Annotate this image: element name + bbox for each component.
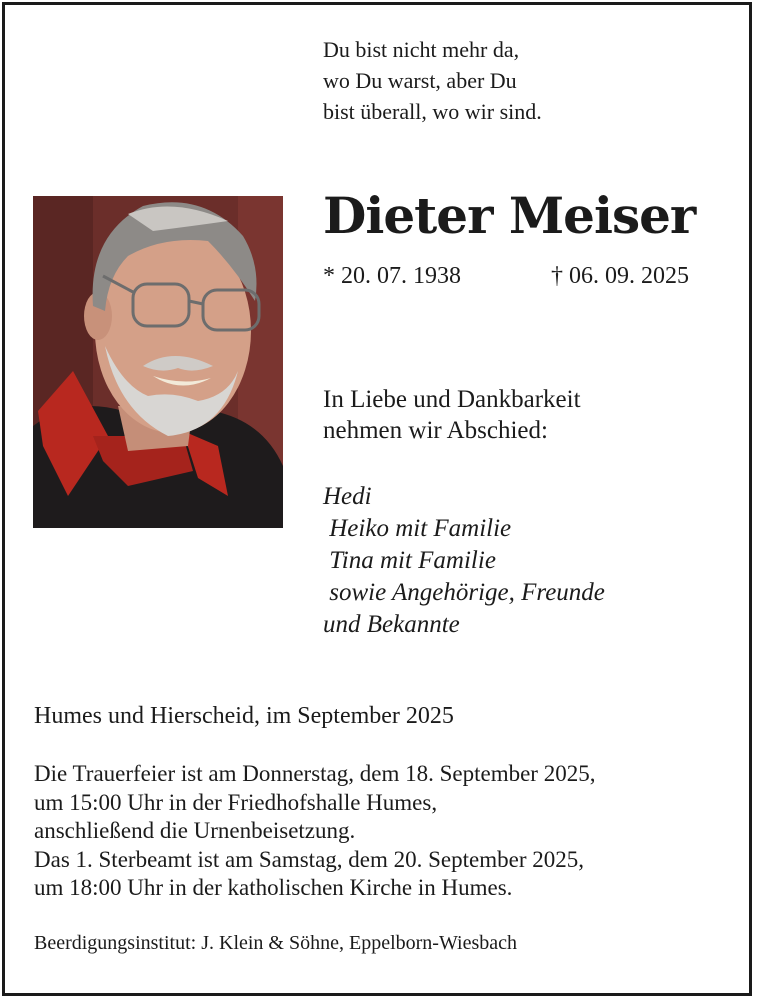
ceremony-line: anschließend die Urnenbeisetzung. (34, 818, 356, 843)
deceased-name: Dieter Meiser (323, 186, 696, 245)
mourner-line: Heiko mit Familie (323, 515, 512, 542)
poem-line: wo Du warst, aber Du (323, 68, 517, 93)
portrait-photo (33, 196, 283, 528)
birth-date: * 20. 07. 1938 (323, 263, 461, 289)
mourners-list (323, 481, 605, 641)
ceremony-line: um 18:00 Uhr in der katholischen Kirche in Humes. (34, 875, 513, 900)
ceremony-line: Das 1. Sterbeamt ist am Samstag, dem 20. September 2025, (34, 846, 584, 872)
farewell-line: nehmen wir Abschied: (323, 417, 548, 444)
farewell-line: In Liebe und Dankbarkeit (323, 386, 581, 413)
ceremony-line: um 15:00 Uhr in der Friedhofshalle Humes, (34, 789, 438, 815)
ceremony-details (34, 760, 595, 903)
mourner-line: sowie Angehörige, Freunde (323, 579, 605, 606)
ceremony-line: Die Trauerfeier ist am Donnerstag, dem 18. September 2025, (34, 761, 596, 786)
poem-line: bist überall, wo wir sind. (323, 99, 542, 124)
mourner-line: Hedi (323, 483, 372, 510)
death-date: † 06. 09. 2025 (551, 263, 689, 289)
mourner-line: und Bekannte (323, 611, 460, 638)
poem-line: Du bist nicht mehr da, (323, 37, 520, 62)
place-and-date: Humes und Hierscheid, im September 2025 (34, 703, 454, 729)
undertaker-info: Beerdigungsinstitut: J. Klein & Söhne, Eppelborn-Wiesbach (34, 932, 518, 954)
farewell-text (323, 384, 581, 446)
mourner-line: Tina mit Familie (323, 547, 496, 574)
poem (323, 34, 542, 127)
